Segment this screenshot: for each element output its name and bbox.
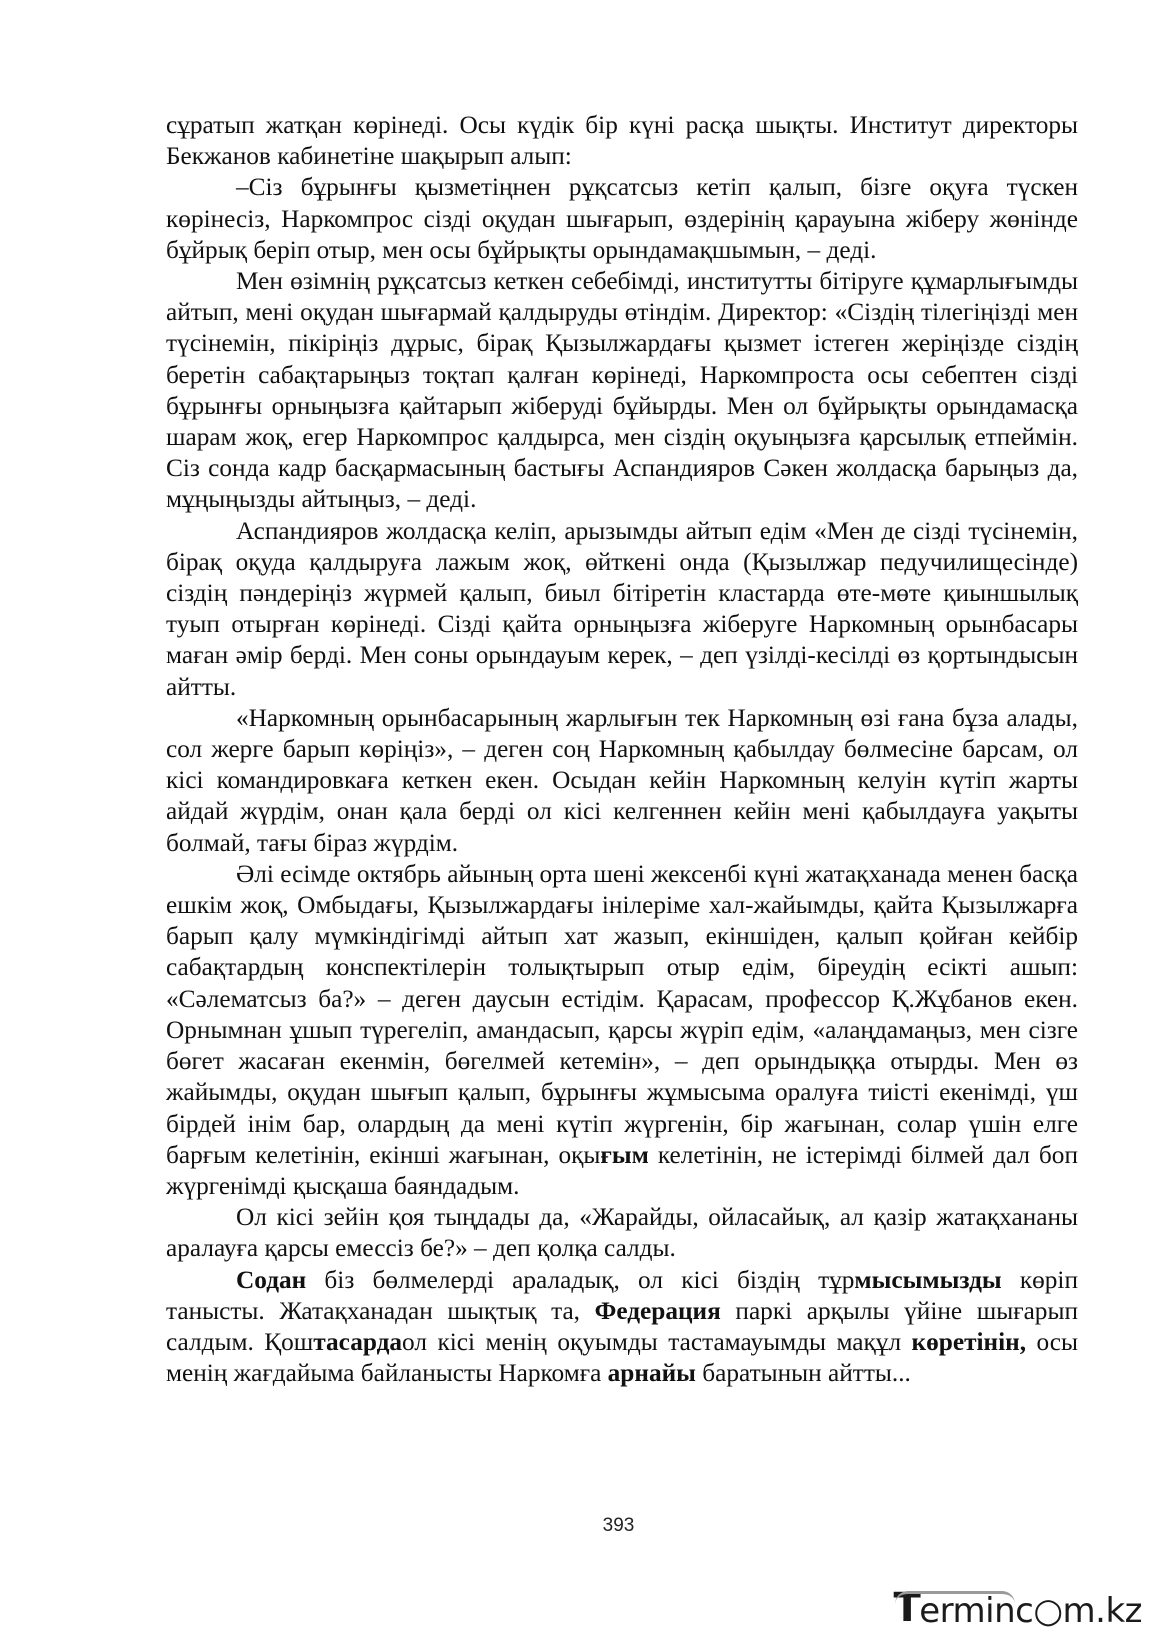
page-body: [166, 110, 1078, 1389]
bold-text-run: Содан: [236, 1265, 307, 1294]
bold-text-run: мысымызды: [854, 1265, 1002, 1294]
paragraph: [166, 1265, 1078, 1390]
bold-text-run: ғым: [600, 1140, 649, 1169]
logo-swoosh-icon: [895, 1591, 1015, 1604]
paragraph: [166, 266, 1078, 516]
text-run: «Наркомның орынбасарының жарлығын тек Наркомның өзі ғана бұза алады, сол жерге барып көріңіз», – деген соң Наркомның қабылдау бөлмесіне барсам, ол кісі командировкаға кеткен екен. Осыдан кейін Наркомның келуін күтіп жарты айдай жүрдім, онан қала берді ол кісі келгеннен кейін мені қабылдауға уақыты болмай, тағы біраз жүрдім.: [166, 703, 1078, 857]
text-run: біз бөлмелерді араладық, ол кісі біздің тұр: [306, 1265, 855, 1294]
bold-text-run: Федерация: [594, 1296, 721, 1325]
text-run: Әлі есімде октябрь айының орта шені жексенбі күні жатақханада менен басқа ешкім жоқ, Омбыдағы, Қызылжардағы інілеріме хал-жайымды, қайта Қызылжарға барып қалу мүмкіндігімді айтып хат жазып, екіншіден, қалып қойған кейбір сабақтардың конспектілерін толықтырып отыр едім, біреудің есікті ашып: «Сәлематсыз ба?» – деген даусын естідім. Қарасам, профессор Қ.Жұбанов екен. Орнымнан ұшып түрегеліп, амандасып, қарсы жүріп едім, «алаңдамаңыз, мен сізге бөгет жасаған екенмін, бөгелмей кетемін», – деп орындыққа отырды. Мен өз жайымды, оқудан шығып қалып, бұрынғы жұмысыма оралуға тиісті екенімді, үш бірдей інім бар, олардың да мені күтіп жүргенін, бір жағынан, солар үшін елге барғым келетінін, екінші жағынан, оқы: [166, 859, 1078, 1169]
bold-text-run: көретінін,: [911, 1327, 1027, 1356]
text-run: көріп танысты. Жатақханадан шықтық та,: [166, 1265, 1078, 1325]
paragraph: [166, 859, 1078, 1202]
text-run: сұратып жатқан көрінеді. Осы күдік бір күні расқа шықты. Институт директоры Бекжанов кабинетіне шақырып алып:: [166, 111, 1078, 171]
paragraph: [166, 703, 1078, 859]
text-run: ол кісі менің оқуымды тастамауымды мақұл: [402, 1327, 912, 1356]
paragraph: [166, 110, 1078, 172]
text-run: –Сіз бұрынғы қызметіңнен рұқсатсыз кетіп қалып, бізге оқуға түскен көрінесіз, Наркомпрос сізді оқудан шығарып, өздерінің қарауына жіберу жөнінде бұйрық беріп отыр, мен осы бұйрықты орындамақшымын, – деді.: [166, 173, 1078, 264]
bold-text-run: тасарда: [313, 1327, 403, 1356]
bold-text-run: арнайы: [607, 1359, 696, 1388]
text-run: Аспандияров жолдасқа келіп, арызымды айтып едім «Мен де сізді түсінемін, бірақ оқуда қалдыруға лажым жоқ, өйткені онда (Қызылжар педучилищесінде) сіздің пәндеріңіз жүрмей қалып, биыл бітіретін кластарда өте-мөте қиыншылық туып отырған көрінеді. Сізді қайта орныңызға жіберуге Наркомның орынбасары маған әмір берді. Мен соны орындауым керек, – деп үзілді-кесілді өз қортындысын айтты.: [166, 516, 1078, 701]
text-run: паркі арқылы үйіне шығарып салдым. Қош: [166, 1296, 1078, 1356]
paragraph: [166, 1202, 1078, 1264]
text-run: Мен өзімнің рұқсатсыз кеткен себебімді, институтты бітіруге құмарлығымды айтып, мені оқудан шығармай қалдыруды өтіндім. Директор: «Сіздің тілегіңізді мен түсінемін, пікіріңіз дұрыс, бірақ Қызылжардағы қызмет істеген жеріңізде сіздің беретін сабақтарыңыз тоқтап қалған көрінеді, Наркомпроста осы себептен сізді бұрынғы орныңызға қайтарып жіберуді бұйырды. Мен ол бұйрықты орындамасқа шарам жоқ, егер Наркомпрос қалдырса, мен сіздің оқуыңызға қарсылық етпеймін. Сіз сонда кадр басқармасының бастығы Аспандияров Сәкен жолдасқа барыңыз да, мұңыңызды айтыңыз, – деді.: [166, 267, 1078, 514]
paragraph: [166, 172, 1078, 266]
text-run: баратынын айтты...: [695, 1359, 911, 1388]
text-run: Ол кісі зейін қоя тыңдады да, «Жарайды, ойласайық, ал қазір жатақхананы аралауға қарсы емессіз бе?» – деп қолқа салды.: [166, 1203, 1078, 1263]
text-run: келетінін, не істерімді білмей дал боп жүргенімді қысқаша баяндадым.: [166, 1140, 1078, 1200]
page-number: 393: [602, 1515, 635, 1536]
site-watermark-logo: T erminc ○ m.kz: [893, 1585, 1142, 1631]
text-run: осы менің жағдайыма байланысты Наркомға: [166, 1327, 1079, 1388]
logo-t-mark-icon: T: [893, 1585, 921, 1631]
paragraph: [166, 516, 1078, 703]
logo-o-ring-icon: ○: [1033, 1591, 1063, 1631]
